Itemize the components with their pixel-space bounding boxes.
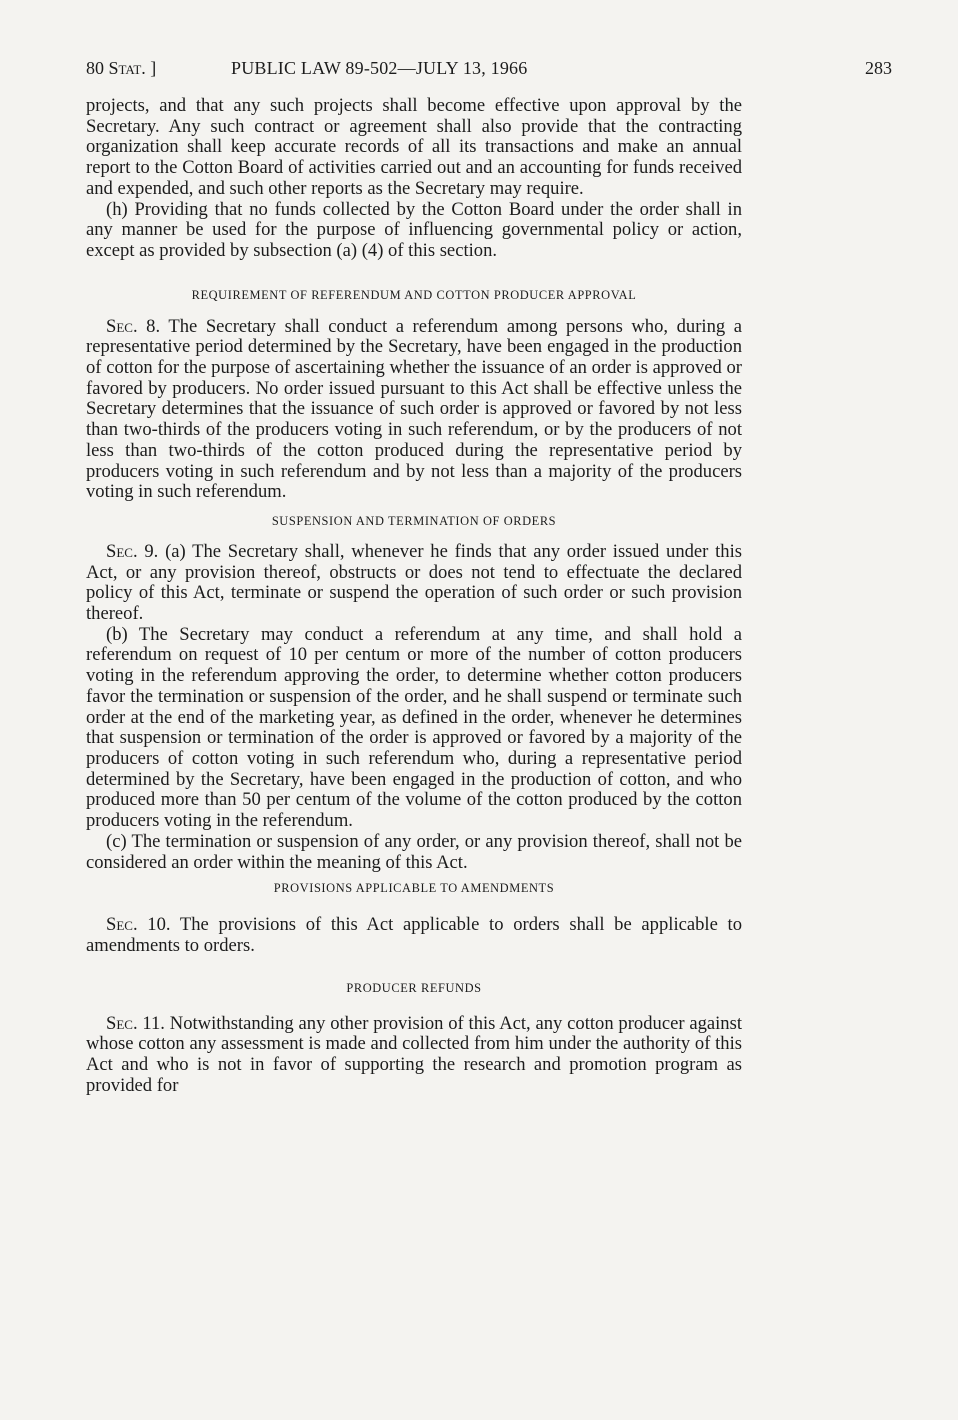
statute-volume: 80 Stat. ] bbox=[86, 58, 157, 78]
section-9-heading: SUSPENSION AND TERMINATION OF ORDERS bbox=[271, 513, 557, 528]
section-8-text: The Secretary shall conduct a referendum among persons who, during a representative period determined by the Secretary, have been engaged in the production of cotton for the purpose of ascertaining whether the issuance of an order is approved or favored by producers. No order issued pursuant to this Act shall be effective unless the Secretary determines that the issuance of such order is approved or favored by not less than two-thirds of the producers voting in such referendum, or by the producers of not less than two-thirds of the cotton produced during the representative period by producers voting in such referendum and by not less than a majority of the producers voting in such referendum. bbox=[86, 315, 742, 503]
section-8-paragraph bbox=[86, 317, 742, 503]
section-11-heading: PRODUCER REFUNDS bbox=[346, 980, 482, 995]
section-9-label: Sec. 9. bbox=[106, 540, 159, 562]
section-9-text-a: (a) The Secretary shall, whenever he finds that any order issued under this Act, or any provision thereof, obstructs or does not tend to effectuate the declared policy of this Act, terminate or suspend the operation of such order or such provision thereof. bbox=[86, 540, 742, 625]
section-11-label: Sec. 11. bbox=[106, 1012, 165, 1034]
paragraph-continuation: projects, and that any such projects shall become effective upon approval by the Secretary. Any such contract or agreement shall also provide that the contracting organization shall keep accurate records of all its transactions and make an annual report to the Cotton Board of activities carried out and an accounting for funds received and expended, and such other reports as the Secretary may require. bbox=[86, 95, 742, 199]
paragraph-subsection-h: (h) Providing that no funds collected by the Cotton Board under the order shall in any manner be used for the purpose of influencing governmental policy or action, except as provided by subsection (a) (4) of this section. bbox=[86, 198, 742, 261]
page-title: PUBLIC LAW 89-502—JULY 13, 1966 bbox=[231, 58, 528, 78]
section-10-paragraph bbox=[86, 915, 742, 956]
section-9-paragraph-c: (c) The termination or suspension of any order, or any provision thereof, shall not be considered an order within the meaning of this Act. bbox=[86, 830, 742, 873]
section-8-label: Sec. 8. bbox=[106, 315, 161, 337]
document-body bbox=[86, 96, 742, 1096]
section-10-heading: PROVISIONS APPLICABLE TO AMENDMENTS bbox=[273, 881, 555, 896]
section-11-paragraph bbox=[86, 1014, 742, 1097]
section-9-paragraph-b: (b) The Secretary may conduct a referendum at any time, and shall hold a referendum on request of 10 per centum or more of the number of cotton producers voting in the referendum approving the order, to determine whether cotton producers favor the termination or suspension of the order, and he shall suspend or terminate such order at the end of the marketing year, as defined in the order, whenever he determines that suspension or termination of the order is approved or favored by a majority of the producers of cotton voting in such referendum who, during a representative period determined by the Secretary, have been engaged in the production of cotton, and who produced more than 50 per centum of the volume of the cotton produced by the cotton producers voting in the referendum. bbox=[86, 623, 742, 832]
running-header bbox=[86, 58, 892, 84]
page-number: 283 bbox=[865, 58, 892, 78]
section-10-text: The provisions of this Act applicable to orders shall be applicable to amendments to orders. bbox=[86, 914, 742, 956]
section-9-paragraph-a bbox=[86, 542, 742, 625]
section-8-heading: REQUIREMENT OF REFERENDUM AND COTTON PRODUCER APPROVAL bbox=[191, 287, 637, 302]
section-11-text: Notwithstanding any other provision of this Act, any cotton producer against whose cotton any assessment is made and collected from him under the authority of this Act and who is not in favor of supporting the research and promotion program as provided for bbox=[86, 1012, 742, 1096]
section-10-label: Sec. 10. bbox=[106, 914, 171, 936]
